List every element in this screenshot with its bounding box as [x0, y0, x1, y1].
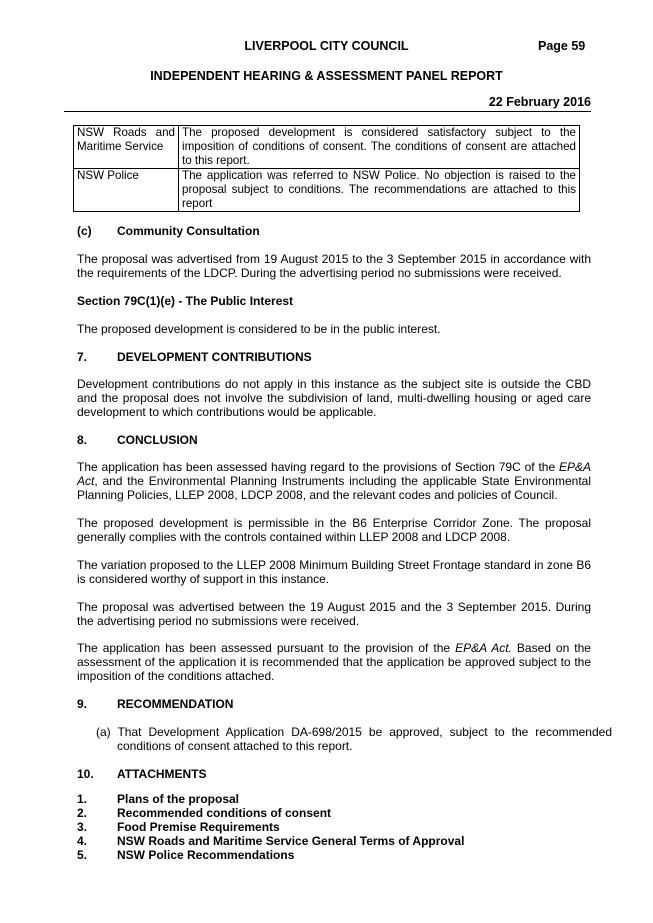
- section-title: DEVELOPMENT CONTRIBUTIONS: [117, 350, 312, 364]
- attachment-item: [77, 848, 294, 862]
- table-row: [74, 126, 580, 169]
- attachment-item: [77, 792, 239, 806]
- section-label: (c): [77, 224, 92, 238]
- community-heading: [77, 224, 260, 238]
- text-run: , and the Environmental Planning Instruments including the applicable State Environmental Planning Policies, LLEP 2008, LDCP 2008, and the relevant codes and policies of Council.: [77, 474, 591, 502]
- attachment-number: 1.: [77, 792, 88, 806]
- contributions-heading: [77, 350, 312, 364]
- act-name: EP&A Act.: [455, 641, 512, 655]
- table-row: [74, 169, 580, 212]
- text-run: The application has been assessed pursuant to the provision of the: [77, 641, 456, 655]
- act-name: EP&A Act: [77, 460, 591, 488]
- community-body: The proposal was advertised from 19 August 2015 to the 3 September 2015 in accordance with the requirements of the LDCP. During the advertising period no submissions were received.: [77, 252, 591, 280]
- attachment-item: [77, 806, 331, 820]
- section-number: 7.: [77, 350, 88, 364]
- section-number: 10.: [77, 767, 94, 781]
- section-number: 8.: [77, 433, 88, 447]
- conclusion-paragraph: [77, 460, 591, 502]
- conclusion-heading: [77, 433, 198, 447]
- conclusion-paragraph: The variation proposed to the LLEP 2008 Minimum Building Street Frontage standard in zone B6 is considered worthy of support in this instance.: [77, 558, 591, 586]
- attachment-number: 4.: [77, 834, 88, 848]
- agency-cell: NSW Roads and Maritime Service: [74, 126, 179, 169]
- comment-cell: The proposed development is considered satisfactory subject to the imposition of conditions of consent. The conditions of consent are attached to this report.: [179, 126, 580, 169]
- attachment-title: Food Premise Requirements: [117, 820, 280, 834]
- public-interest-body: The proposed development is considered to be in the public interest.: [77, 322, 441, 336]
- conclusion-paragraph: The proposal was advertised between the 19 August 2015 and the 3 September 2015. During the advertising period no submissions were received.: [77, 600, 591, 628]
- item-label: (a): [96, 725, 111, 739]
- recommendation-heading: [77, 697, 233, 711]
- public-interest-heading: Section 79C(1)(e) - The Public Interest: [77, 294, 294, 308]
- attachment-item: [77, 820, 280, 834]
- comment-cell: The application was referred to NSW Police. No objection is raised to the proposal subject to conditions. The recommendations are attached to this report: [179, 169, 580, 212]
- report-date: 22 February 2016: [488, 95, 591, 109]
- section-title: ATTACHMENTS: [117, 767, 207, 781]
- conclusion-paragraph: [77, 641, 591, 683]
- item-text: That Development Application DA-698/2015 be approved, subject to the recommended conditions of consent attached to this report.: [117, 725, 612, 753]
- attachment-title: NSW Police Recommendations: [117, 848, 295, 862]
- text-run: The application has been assessed having regard to the provisions of Section 79C of the: [77, 460, 559, 474]
- section-number: 9.: [77, 697, 88, 711]
- attachment-number: 2.: [77, 806, 88, 820]
- text-run: Based on the assessment of the application it is recommended that the application be approved subject to the imposition of the conditions attached.: [77, 641, 591, 683]
- section-title: CONCLUSION: [117, 433, 198, 447]
- attachment-item: [77, 834, 464, 848]
- section-title: Community Consultation: [117, 224, 260, 238]
- attachment-title: Recommended conditions of consent: [117, 806, 332, 820]
- report-title: INDEPENDENT HEARING & ASSESSMENT PANEL REPORT: [150, 69, 503, 83]
- contributions-body: Development contributions do not apply in this instance as the subject site is outside the CBD and the proposal does not involve the subdivision of land, multi-dwelling housing or aged care development to which contributions would be applicable.: [77, 377, 591, 419]
- header-divider: [64, 111, 591, 112]
- attachment-number: 3.: [77, 820, 88, 834]
- consultation-table: [73, 125, 580, 212]
- recommendation-item: [96, 725, 612, 753]
- council-name: LIVERPOOL CITY COUNCIL: [244, 39, 409, 53]
- section-title: RECOMMENDATION: [117, 697, 234, 711]
- attachment-number: 5.: [77, 848, 88, 862]
- attachment-title: Plans of the proposal: [117, 792, 240, 806]
- page-number: Page 59: [538, 39, 586, 53]
- agency-cell: NSW Police: [74, 169, 179, 212]
- attachment-title: NSW Roads and Maritime Service General Terms of Approval: [117, 834, 465, 848]
- attachments-heading: [77, 767, 207, 781]
- conclusion-paragraph: The proposed development is permissible in the B6 Enterprise Corridor Zone. The proposal generally complies with the controls contained within LLEP 2008 and LDCP 2008.: [77, 516, 591, 544]
